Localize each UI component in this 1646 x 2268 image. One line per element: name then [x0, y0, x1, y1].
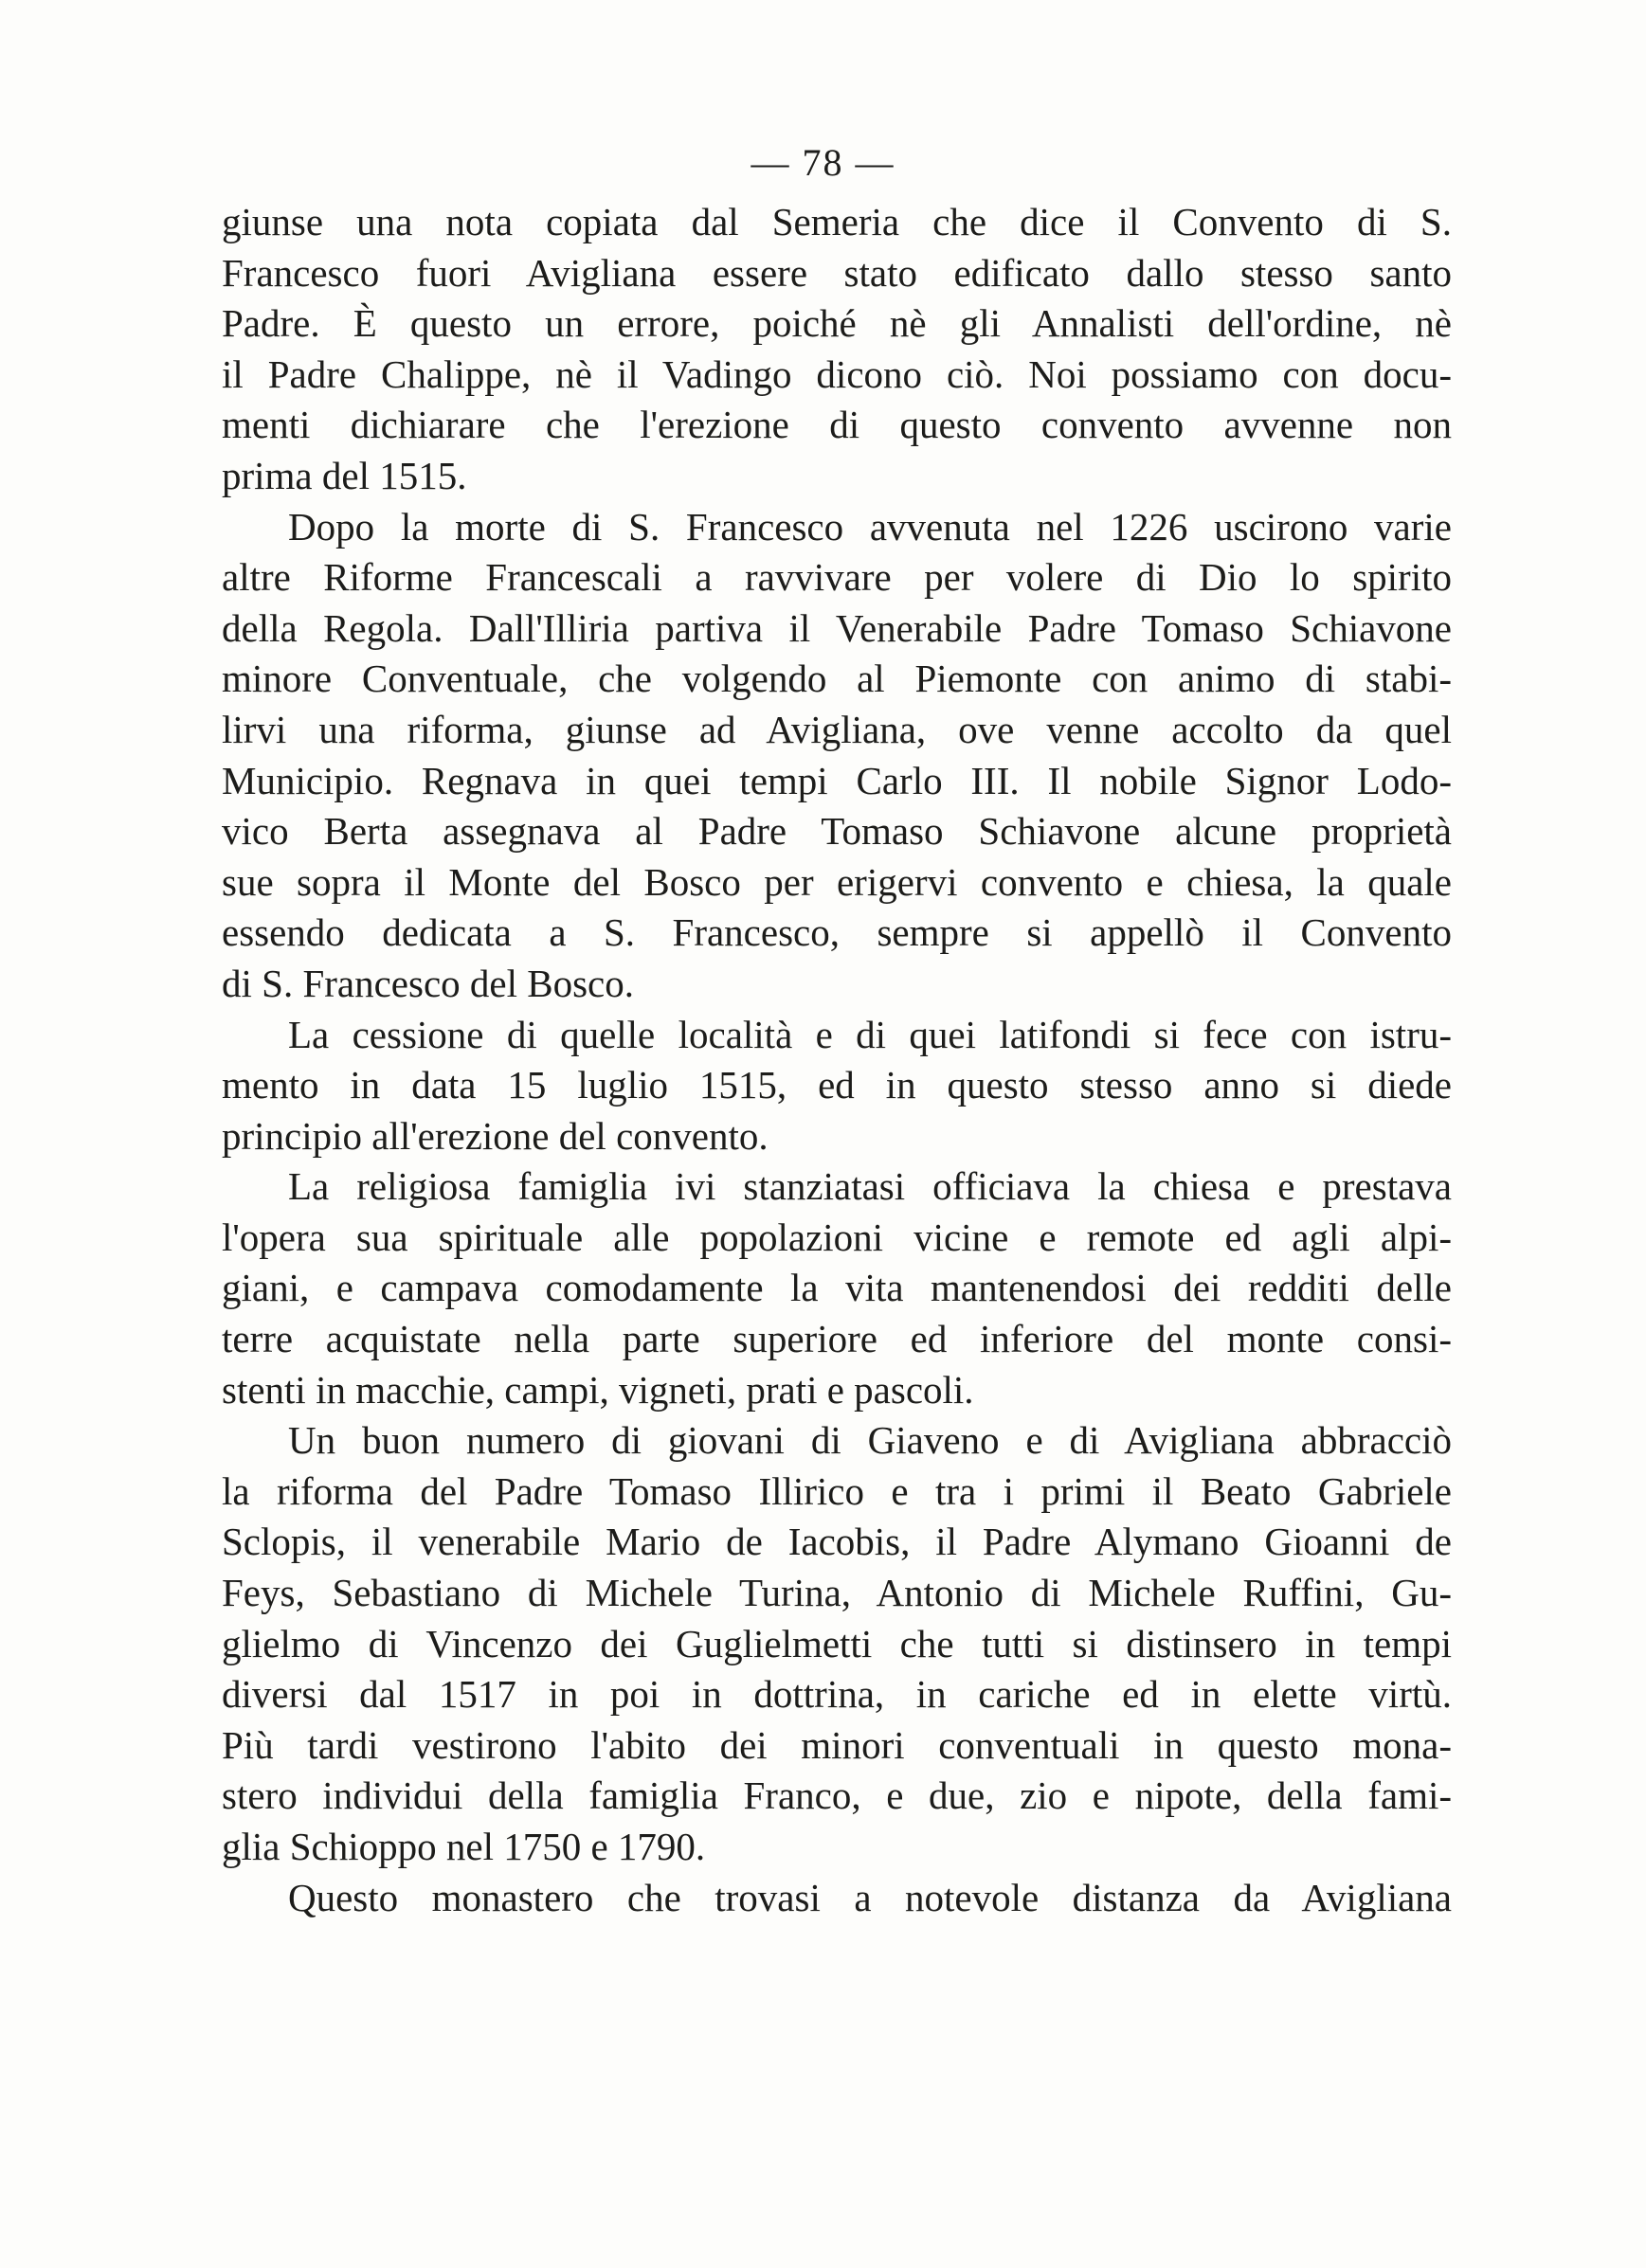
text-line: Feys, Sebastiano di Michele Turina, Antonio di Michele Ruffini, Gu- [222, 1571, 1452, 1615]
text-line: giunse una nota copiata dal Semeria che dice il Convento di S. [222, 200, 1452, 243]
text-line: il Padre Chalippe, nè il Vadingo dicono ciò. Noi possiamo con docu- [222, 351, 1452, 396]
text-line: menti dichiarare che l'erezione di questo convento avvenne non [222, 403, 1452, 447]
text-line: Questo monastero che trovasi a notevole distanza da Avigliana [288, 1875, 1452, 1919]
text-line: principio all'erezione del convento. [222, 1113, 769, 1158]
text-line: lirvi una riforma, giunse ad Avigliana, ove venne accolto da quel [222, 707, 1452, 751]
text-line: prima del 1515. [222, 453, 467, 497]
text-line: minore Conventuale, che volgendo al Piemonte con animo di stabi- [222, 657, 1452, 701]
text-line: terre acquistate nella parte superiore ed inferiore del monte consi- [222, 1317, 1452, 1361]
text-line: stenti in macchie, campi, vigneti, prati e pascoli. [222, 1367, 974, 1412]
text-line: Francesco fuori Avigliana essere stato edificato dallo stesso santo [222, 250, 1452, 295]
text-line: della Regola. Dall'Illiria partiva il Venerabile Padre Tomaso Schiavone [222, 605, 1452, 650]
text-line: Più tardi vestirono l'abito dei minori conventuali in questo mona- [222, 1722, 1452, 1767]
text-line: vico Berta assegnava al Padre Tomaso Schiavone alcune proprietà [222, 809, 1452, 854]
text-line: La cessione di quelle località e di quei latifondi si fece con istru- [288, 1012, 1452, 1056]
text-line: diversi dal 1517 in poi in dottrina, in cariche ed in elette virtù. [222, 1672, 1452, 1717]
text-line: Un buon numero di giovani di Giaveno e di Avigliana abbracciò [288, 1418, 1452, 1463]
text-line: sue sopra il Monte del Bosco per erigervi convento e chiesa, la quale [222, 859, 1452, 904]
text-line: mento in data 15 luglio 1515, ed in questo stesso anno si diede [222, 1063, 1452, 1107]
text-line: la riforma del Padre Tomaso Illirico e tra i primi il Beato Gabriele [222, 1468, 1452, 1513]
text-line: stero individui della famiglia Franco, e due, zio e nipote, della fami- [222, 1773, 1452, 1818]
text-line: l'opera sua spirituale alle popolazioni vicine e remote ed agli alpi- [222, 1215, 1452, 1259]
text-line: glielmo di Vincenzo dei Guglielmetti che tutti si distinsero in tempi [222, 1621, 1452, 1665]
text-line: Padre. È questo un errore, poiché nè gli Annalisti dell'ordine, nè [222, 301, 1452, 346]
text-line: Municipio. Regnava in quei tempi Carlo III. Il nobile Signor Lodo- [222, 758, 1452, 802]
text-line: La religiosa famiglia ivi stanziatasi officiava la chiesa e prestava [288, 1164, 1452, 1209]
text-line: Dopo la morte di S. Francesco avvenuta nel 1226 uscirono varie [288, 504, 1452, 549]
text-line: giani, e campava comodamente la vita mantenendosi dei redditi delle [222, 1266, 1452, 1310]
text-line: glia Schioppo nel 1750 e 1790. [222, 1825, 706, 1868]
page-number: — 78 — [751, 141, 895, 184]
text-line: altre Riforme Francescali a ravvivare per volere di Dio lo spirito [222, 555, 1452, 600]
text-line: di S. Francesco del Bosco. [222, 961, 634, 1005]
body-text [222, 197, 1452, 1923]
text-line: essendo dedicata a S. Francesco, sempre si appellò il Convento [222, 910, 1452, 955]
text-line: Sclopis, il venerabile Mario de Iacobis, il Padre Alymano Gioanni de [222, 1520, 1452, 1564]
